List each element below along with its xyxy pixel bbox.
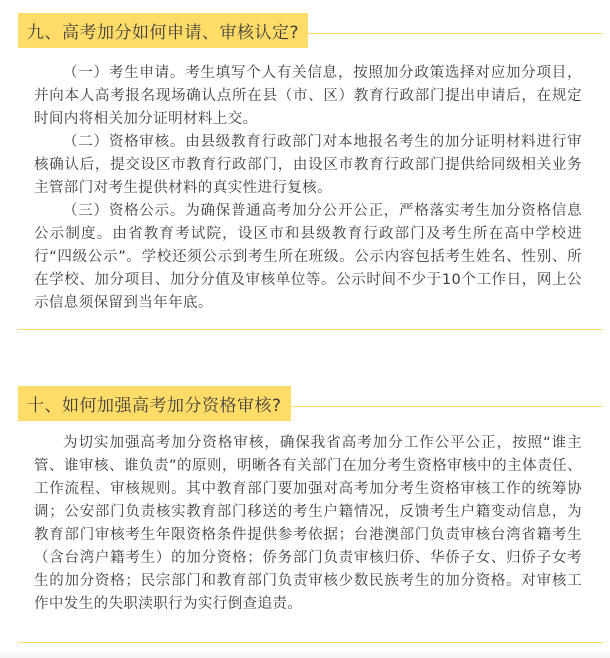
paragraph: 为切实加强高考加分资格审核，确保我省高考加分工作公平公正，按照“谁主管、谁审核、谁负责”的原则，明晰各有关部门在加分考生资格审核中的主体责任、工作流程、审核规则。其中教育部门要加强对高考加分考生资格审核工作的统筹协调；公安部门负责核实教育部门移送的考生户籍情况，反馈考生户籍变动信息，为教育部门审核考生年限资格条件提供参考依据；台港澳部门负责审核台湾省籍考生（含台湾户籍考生）的加分资格；侨务部门负责审核归侨、华侨子女、归侨子女考生的加分资格；民宗部门和教育部门负责审核少数民族考生的加分资格。对审核工作中发生的失职渎职行为实行倒查追责。: [34, 435, 582, 612]
section-title: 十、如何加强高考加分资格审核?: [18, 386, 291, 421]
section-ten-body: [34, 432, 582, 616]
section-title: 九、高考加分如何申请、审核认定?: [18, 13, 308, 48]
paragraph: （三）资格公示。为确保普通高考加分公开公正，严格落实考生加分资格信息公示制度。由省教育考试院，设区市和县级教育行政部门及考生所在高中学校进行“四级公示”。学校还须公示到考生所在班级。公示内容包括考生姓名、性别、所在学校、加分项目、加分分值及审核单位等。公示时间不少于10个工作日，网上公示信息须保留到当年年底。: [34, 203, 582, 311]
section-ten: [0, 386, 610, 421]
paragraph: （一）考生申请。考生填写个人有关信息，按照加分政策选择对应加分项目，并向本人高考报名现场确认点所在县（市、区）教育行政部门提出申请后，在规定时间内将相关加分证明材料上交。: [34, 65, 582, 127]
section-divider: [18, 642, 603, 643]
paragraph: （二）资格审核。由县级教育行政部门对本地报名考生的加分证明材料进行审核确认后，提交设区市教育行政部门，由设区市教育行政部门提供给同级相关业务主管部门对考生提供材料的真实性进行复核。: [34, 134, 582, 196]
section-divider: [18, 329, 603, 330]
section-nine: [0, 13, 610, 48]
section-header: [0, 386, 610, 421]
bottom-edge-shadow: [0, 650, 610, 658]
section-nine-body: [34, 62, 582, 315]
section-header: [0, 13, 610, 48]
